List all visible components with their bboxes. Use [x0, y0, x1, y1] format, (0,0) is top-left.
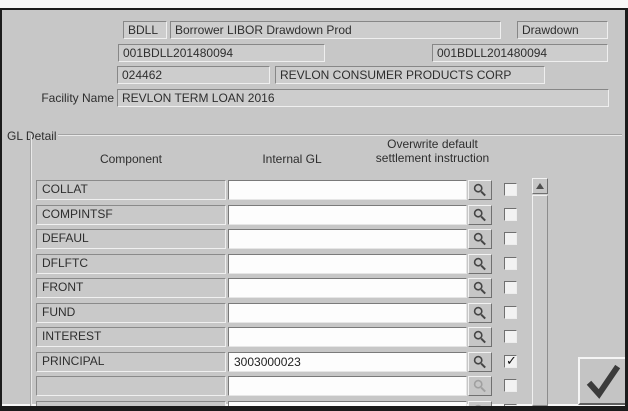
search-icon — [473, 379, 487, 393]
customer-name-field: REVLON CONSUMER PRODUCTS CORP — [275, 66, 545, 84]
scrollbar-thumb[interactable] — [532, 195, 548, 406]
module-field: Drawdown — [517, 21, 608, 39]
component-cell[interactable]: INTEREST — [36, 327, 226, 347]
lov-search-button[interactable] — [468, 401, 492, 411]
overwrite-checkbox[interactable] — [504, 404, 517, 411]
search-icon — [473, 183, 487, 197]
lov-search-button[interactable] — [468, 327, 492, 347]
search-icon — [473, 257, 487, 271]
product-description-field: Borrower LIBOR Drawdown Prod — [170, 21, 501, 39]
lov-search-button[interactable] — [468, 352, 492, 372]
component-cell[interactable] — [36, 401, 226, 411]
internal-gl-input[interactable] — [228, 278, 467, 298]
internal-gl-input[interactable] — [228, 303, 467, 323]
internal-gl-column-header: Internal GL — [262, 152, 322, 166]
lov-search-button[interactable] — [468, 205, 492, 225]
overwrite-checkbox[interactable] — [504, 183, 517, 196]
lov-search-button[interactable] — [468, 254, 492, 274]
component-column-header: Component — [99, 152, 163, 166]
contract-ref-field[interactable]: 001BDLL201480094 — [118, 44, 325, 62]
confirm-button[interactable] — [578, 357, 628, 405]
overwrite-checkbox[interactable] — [504, 355, 517, 368]
component-cell[interactable] — [36, 376, 226, 396]
search-icon — [473, 232, 487, 246]
overwrite-checkbox[interactable] — [504, 208, 517, 221]
internal-gl-input[interactable] — [228, 180, 467, 200]
search-icon — [473, 208, 487, 222]
search-icon — [473, 330, 487, 344]
overwrite-header-line2: settlement instruction — [375, 151, 490, 165]
lov-search-button[interactable] — [468, 278, 492, 298]
component-cell[interactable]: COLLAT — [36, 180, 226, 200]
lov-search-button[interactable] — [468, 180, 492, 200]
component-cell[interactable]: PRINCIPAL — [36, 352, 226, 372]
internal-gl-input[interactable] — [228, 229, 467, 249]
overwrite-header-line1: Overwrite default — [387, 137, 478, 151]
search-icon — [473, 404, 487, 411]
component-cell[interactable]: FRONT — [36, 278, 226, 298]
lov-search-button[interactable] — [468, 376, 492, 396]
component-cell[interactable]: COMPINTSF — [36, 205, 226, 225]
overwrite-checkbox[interactable] — [504, 257, 517, 270]
scrollbar-up-button[interactable] — [532, 178, 548, 194]
search-icon — [473, 306, 487, 320]
facility-name-field[interactable]: REVLON TERM LOAN 2016 — [117, 89, 609, 107]
internal-gl-input[interactable] — [228, 376, 467, 396]
lov-search-button[interactable] — [468, 229, 492, 249]
gl-detail-section-label: GL Detail — [7, 129, 57, 143]
product-code-field[interactable]: BDLL — [123, 21, 167, 39]
internal-gl-input[interactable] — [228, 352, 467, 372]
internal-gl-input[interactable] — [228, 254, 467, 274]
check-icon — [585, 363, 621, 399]
customer-number-field[interactable]: 024462 — [117, 66, 270, 84]
overwrite-checkbox[interactable] — [504, 379, 517, 392]
up-arrow-icon — [536, 183, 544, 189]
user-ref-field[interactable]: 001BDLL201480094 — [432, 44, 608, 62]
overwrite-checkbox[interactable] — [504, 281, 517, 294]
search-icon — [473, 355, 487, 369]
internal-gl-input[interactable] — [228, 205, 467, 225]
component-cell[interactable]: FUND — [36, 303, 226, 323]
component-cell[interactable]: DEFAUL — [36, 229, 226, 249]
facility-name-label: Facility Name — [41, 91, 114, 105]
overwrite-checkbox[interactable] — [504, 232, 517, 245]
lov-search-button[interactable] — [468, 303, 492, 323]
component-cell[interactable]: DFLFTC — [36, 254, 226, 274]
search-icon — [473, 281, 487, 295]
overwrite-checkbox[interactable] — [504, 330, 517, 343]
overwrite-checkbox[interactable] — [504, 306, 517, 319]
internal-gl-input[interactable] — [228, 327, 467, 347]
internal-gl-input[interactable] — [228, 401, 467, 411]
